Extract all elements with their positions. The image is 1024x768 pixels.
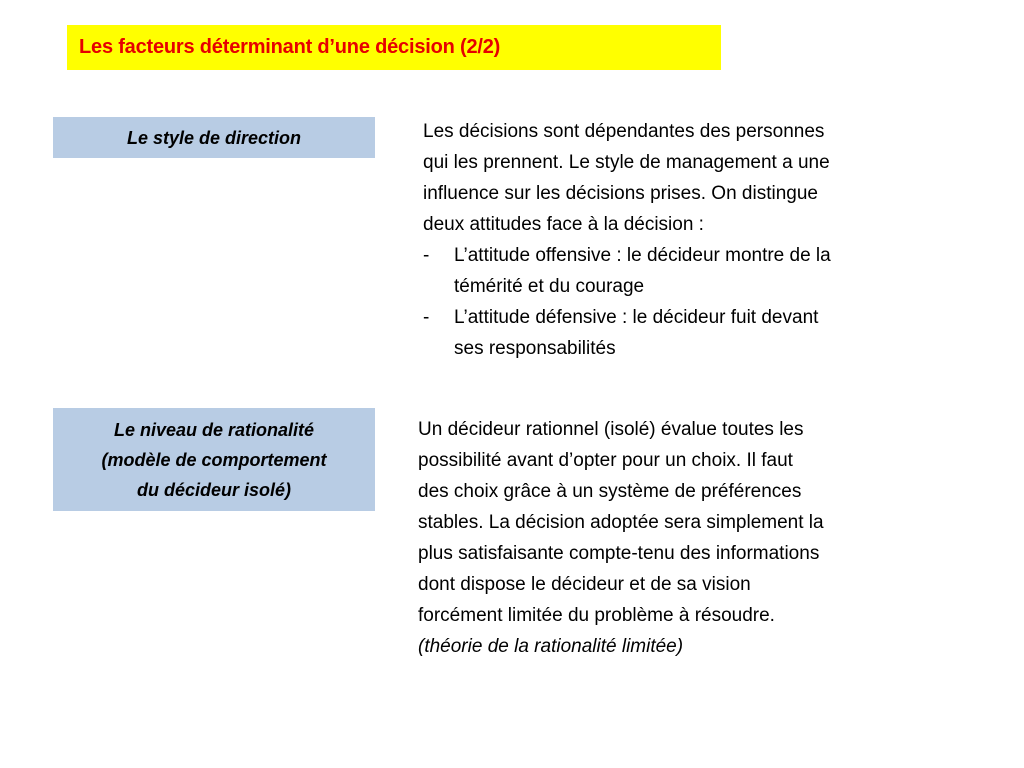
label-rationalite-text (101, 415, 326, 505)
rational-line: stables. La décision adoptée sera simplement la (418, 512, 824, 533)
label-niveau-rationalite (53, 408, 375, 511)
label-line: du décideur isolé) (136, 479, 291, 500)
slide-title (67, 25, 721, 70)
rational-line: des choix grâce à un système de préférences (418, 481, 802, 502)
rational-line: Un décideur rationnel (isolé) évalue toutes les (418, 419, 804, 440)
dash-bullet: - (423, 245, 430, 266)
rational-line: forcément limitée du problème à résoudre. (418, 605, 775, 626)
rational-line: plus satisfaisante compte-tenu des informations (418, 543, 820, 564)
attitude-list (423, 240, 943, 364)
rationalite-description (418, 414, 938, 662)
label-line: Le niveau de rationalité (113, 419, 315, 440)
attitude-defensive-item (423, 302, 943, 364)
bullet-line: L’attitude offensive : le décideur montre de la (454, 245, 831, 266)
attitude-offensive-item (423, 240, 943, 302)
rational-line: dont dispose le décideur et de sa vision (418, 574, 751, 595)
bullet-line: L’attitude défensive : le décideur fuit devant (454, 307, 819, 328)
style-intro-line: influence sur les décisions prises. On distingue (423, 183, 818, 204)
style-intro-line: Les décisions sont dépendantes des personnes (423, 121, 825, 142)
label-line: (modèle de comportement (101, 449, 327, 470)
style-direction-description (423, 116, 943, 364)
bullet-line: témérité et du courage (454, 276, 645, 297)
label-style-direction (53, 117, 375, 158)
bullet-line: ses responsabilités (454, 338, 616, 359)
label-style-direction-text: Le style de direction (126, 127, 302, 148)
slide-title-text: Les facteurs déterminant d’une décision (2/2) (79, 36, 501, 58)
rational-line: possibilité avant d’opter pour un choix. Il faut (418, 450, 793, 471)
theory-note: (théorie de la rationalité limitée) (418, 636, 684, 657)
style-intro-line: deux attitudes face à la décision : (423, 214, 704, 235)
style-intro-line: qui les prennent. Le style de management a une (423, 152, 830, 173)
dash-bullet: - (423, 307, 430, 328)
